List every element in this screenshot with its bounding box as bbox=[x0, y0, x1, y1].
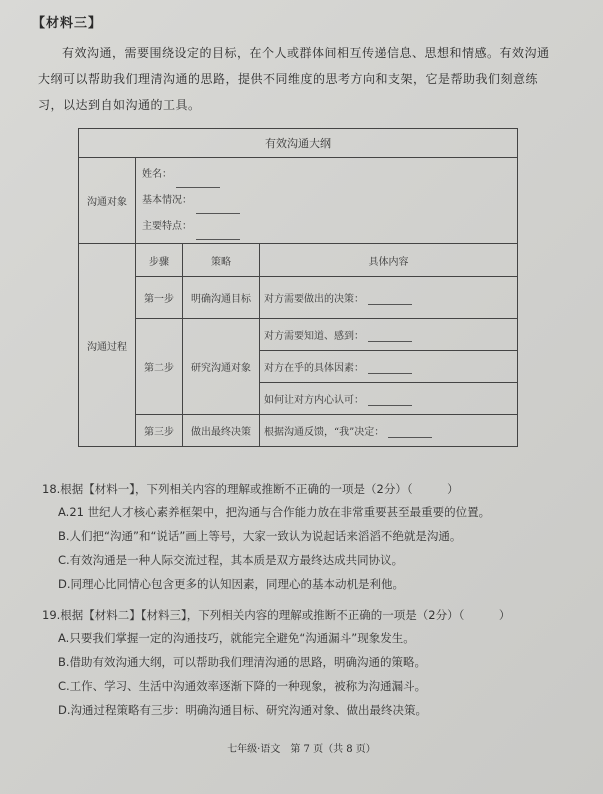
step1-label: 第一步 bbox=[136, 277, 183, 319]
material-heading: 【材料三】 bbox=[32, 16, 103, 31]
step1-content: 对方需要做出的决策： bbox=[260, 277, 518, 319]
question-18-option-d: D.同理心比同情心包含更多的认知因素，同理心的基本动机是利他。 bbox=[58, 577, 405, 591]
answer-blank bbox=[196, 229, 240, 240]
step3-content: 根据沟通反馈，“我”决定： bbox=[260, 415, 518, 447]
material-paragraph: 有效沟通，需要围绕设定的目标，在个人或群体间相互传递信息、思想和情感。有效沟通大纲可以帮助我们理清沟通的思路，提供不同维度的思考方向和支架，它是帮助我们刻意练习，以达到自如沟通的工具。 bbox=[38, 46, 550, 112]
traits-field: 主要特点： bbox=[142, 214, 513, 240]
step2-strategy: 研究沟通对象 bbox=[183, 319, 260, 415]
step3-label: 第三步 bbox=[136, 415, 183, 447]
question-18-option-b: B.人们把“沟通”和“说话”画上等号，大家一致认为说起话来滔滔不绝就是沟通。 bbox=[58, 529, 462, 543]
header-step: 步骤 bbox=[136, 244, 183, 277]
answer-blank bbox=[388, 427, 432, 438]
step3-strategy: 做出最终决策 bbox=[183, 415, 260, 447]
question-19-option-c: C.工作、学习、生活中沟通效率逐渐下降的一种现象，被称为沟通漏斗。 bbox=[58, 679, 427, 693]
question-18-option-a: A.21 世纪人才核心素养框架中，把沟通与合作能力放在非常重要甚至最重要的位置。 bbox=[58, 505, 491, 519]
header-strategy: 策略 bbox=[183, 244, 260, 277]
process-label: 沟通过程 bbox=[79, 244, 136, 447]
step2-label: 第二步 bbox=[136, 319, 183, 415]
answer-blank bbox=[368, 294, 412, 305]
answer-blank bbox=[176, 177, 220, 188]
question-18-stem: 18.根据【材料一】，下列相关内容的理解或推断不正确的一项是（2分）（ ） bbox=[42, 482, 459, 496]
question-19-option-d: D.沟通过程策略有三步：明确沟通目标、研究沟通对象、做出最终决策。 bbox=[58, 703, 428, 717]
basic-info-field: 基本情况： bbox=[142, 188, 513, 214]
question-19-option-b: B.借助有效沟通大纲，可以帮助我们理清沟通的思路，明确沟通的策略。 bbox=[58, 655, 427, 669]
question-19-option-a: A.只要我们掌握一定的沟通技巧，就能完全避免“沟通漏斗”现象发生。 bbox=[58, 631, 415, 645]
questions-section bbox=[42, 478, 572, 722]
question-19-stem: 19.根据【材料二】【材料三】，下列相关内容的理解或推断不正确的一项是（2分）（ ） bbox=[42, 608, 511, 622]
target-fields bbox=[136, 158, 518, 244]
answer-blank bbox=[368, 395, 412, 406]
answer-blank bbox=[196, 203, 240, 214]
step2-content-2: 对方在乎的具体因素： bbox=[260, 351, 518, 383]
page-footer: 七年级·语文 第 7 页（共 8 页） bbox=[227, 744, 376, 755]
target-label: 沟通对象 bbox=[79, 158, 136, 244]
step2-content-3: 如何让对方内心认可： bbox=[260, 383, 518, 415]
step2-content-1: 对方需要知道、感到： bbox=[260, 319, 518, 351]
answer-blank bbox=[368, 331, 412, 342]
question-18-option-c: C.有效沟通是一种人际交流过程，其本质是双方最终达成共同协议。 bbox=[58, 553, 404, 567]
communication-outline-table bbox=[78, 128, 518, 447]
name-field: 姓名： bbox=[142, 162, 513, 188]
table-title: 有效沟通大纲 bbox=[79, 129, 518, 158]
answer-blank bbox=[368, 363, 412, 374]
step1-strategy: 明确沟通目标 bbox=[183, 277, 260, 319]
header-content: 具体内容 bbox=[260, 244, 518, 277]
